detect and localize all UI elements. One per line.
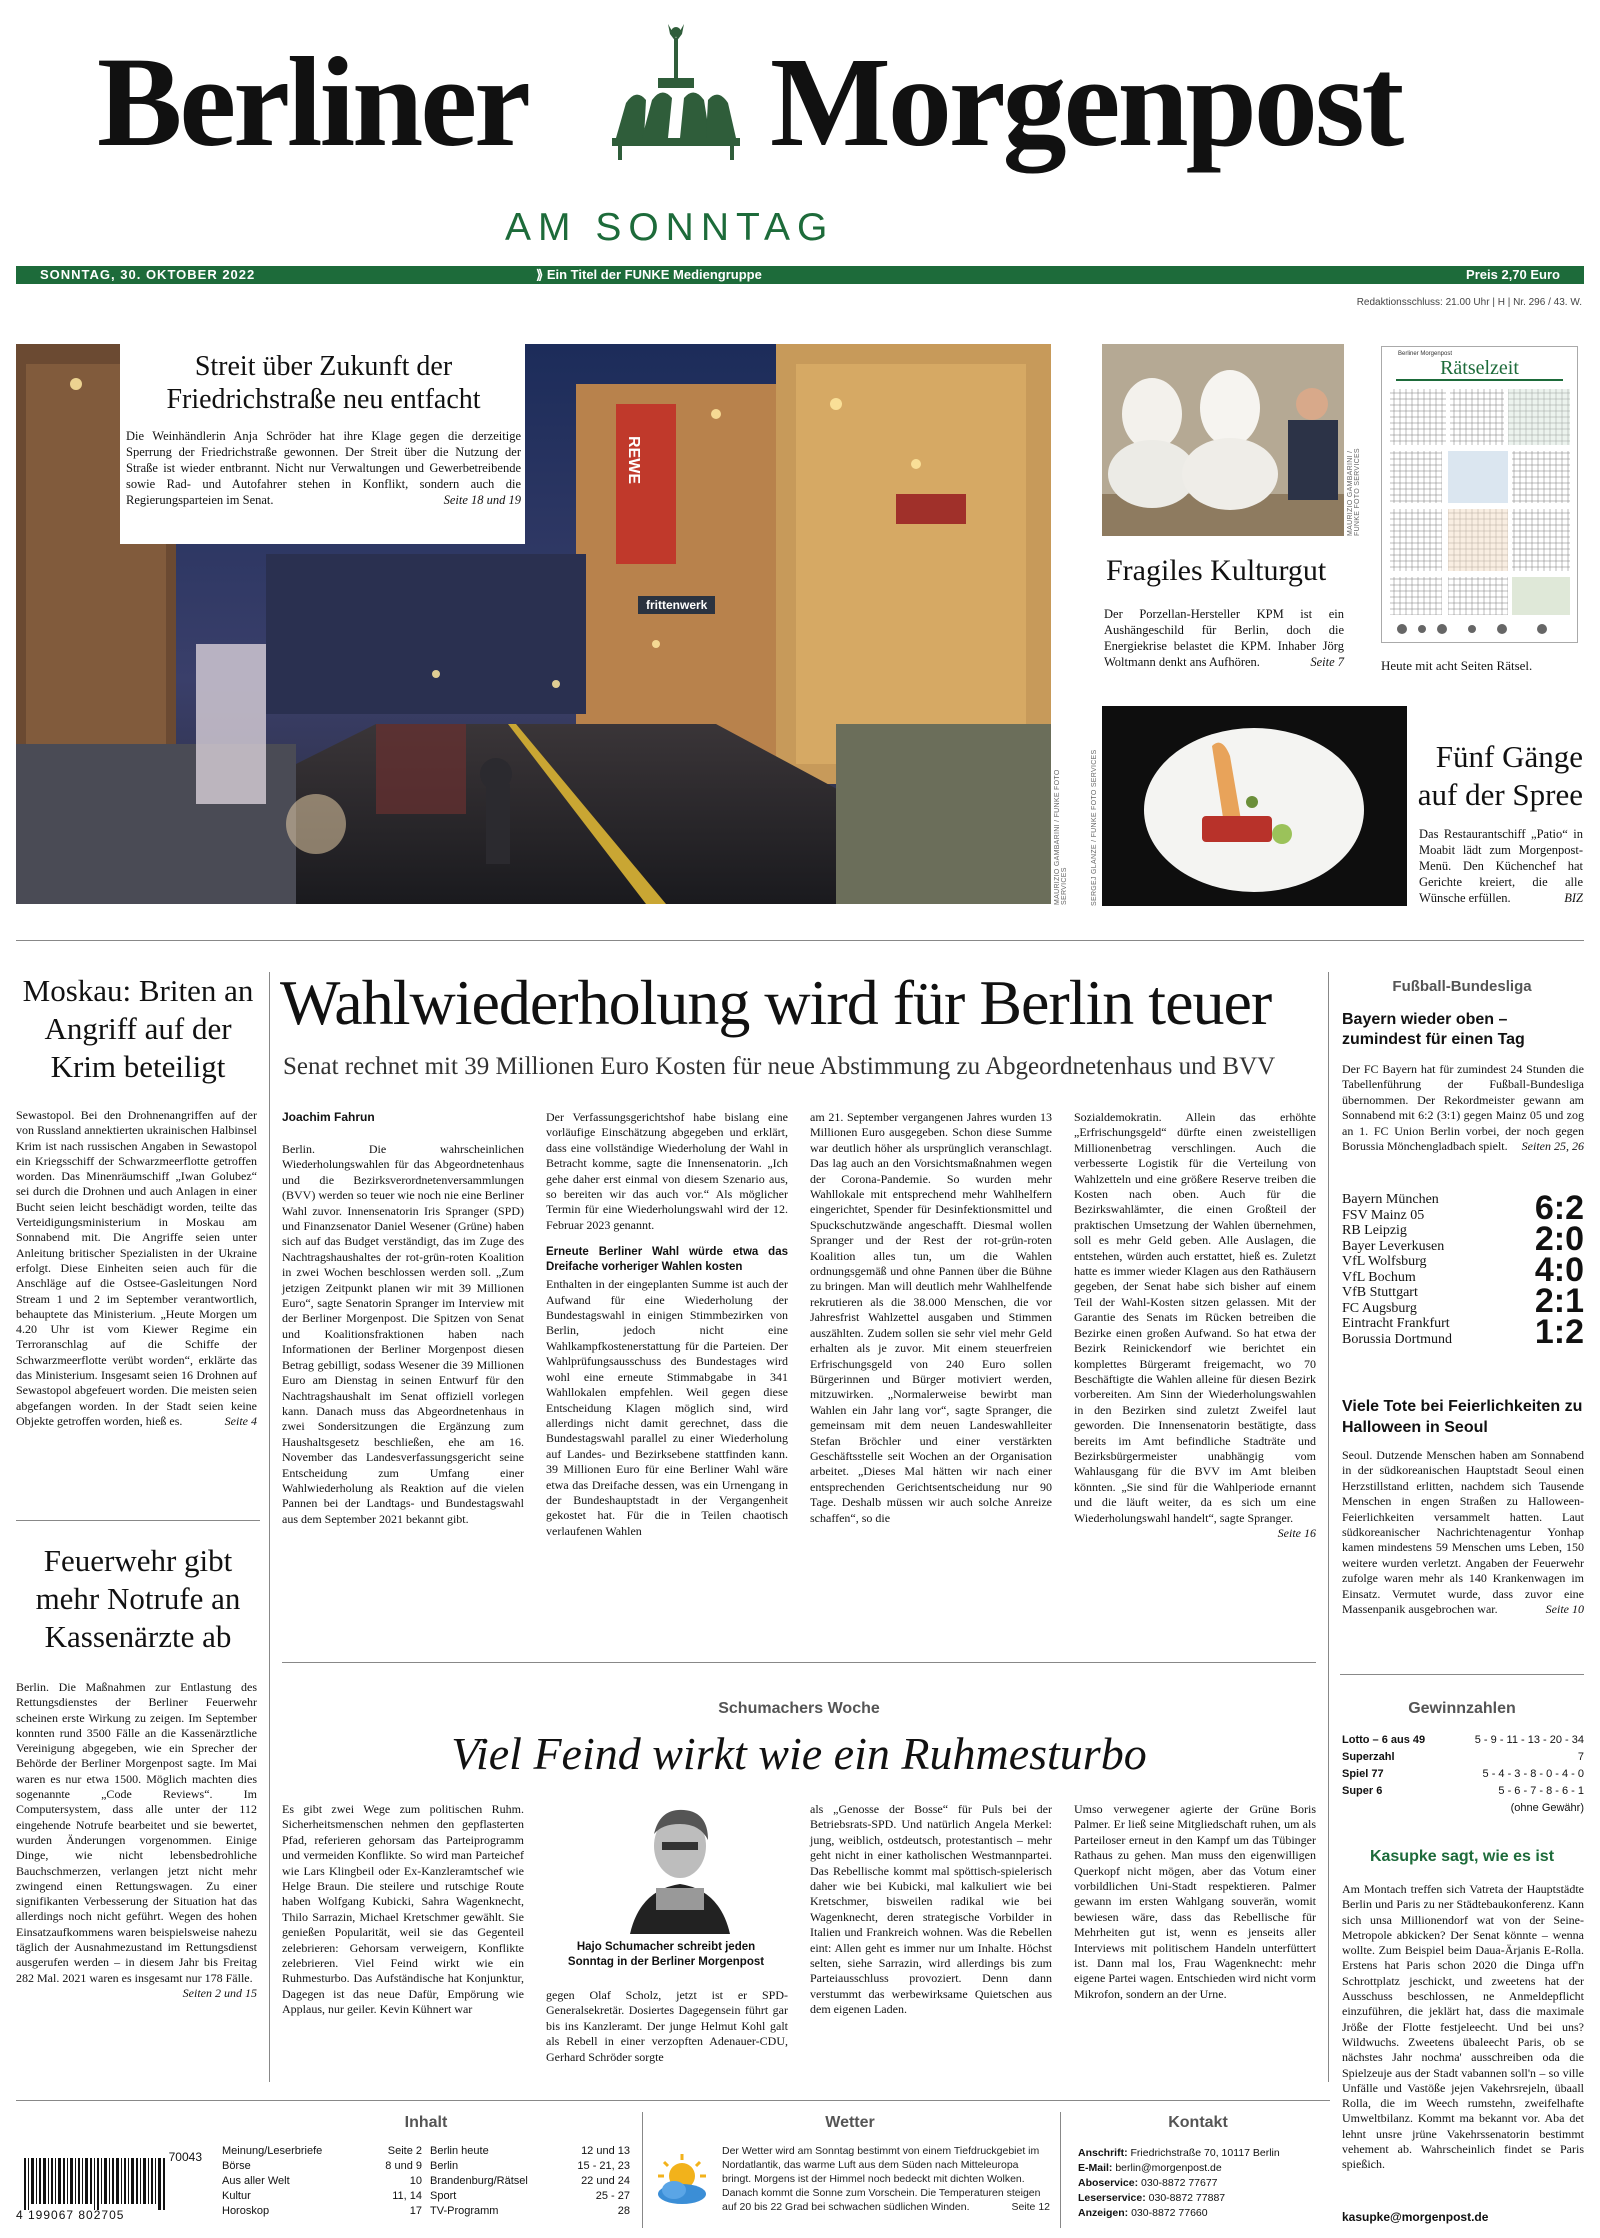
raetsel-caption: Heute mit acht Seiten Rätsel. [1381, 658, 1533, 673]
match-score: 2:0 [1534, 1219, 1584, 1258]
raetsel-teaser[interactable] [1381, 346, 1578, 643]
notrufe-text [16, 1680, 257, 2001]
spree-body: Das Restaurantschiff „Patio“ in Moabit lädt zum Morgenpost-Menü. Den Küchenchef hat Gerichte kreiert, die alle Wünsche erfüllen. [1419, 827, 1583, 905]
schumacher-col3: als „Genosse der Bosse“ für Puls bei der Betriebsrats-SPD. Und natürlich Angela Merkel: jung, weiblich, ostdeutsch, protestantisch – mehr geht nicht in einer katholischen Westmannpartei. Das Rebellische kommt mal spöttisch-spielerisch daher wie bei Kubicki, mal kalkuliert wie bei Kretschmer, bisweilen radikal wie bei Wagenknecht, deren strategische Vorbilder in Italien und Frankreich wohnen. Was die Rebellen eint: Allen geht es immer nur um Inhalte. Höchst selten, siehe Sarrazin, wird allerdings bis zum Parteiausschluss provoziert. Denn dann verstummt das werbewirksame Quietschen aus dem eigenen Laden. [810, 1802, 1052, 2017]
notrufe-body: Berlin. Die Maßnahmen zur Entlastung des Rettungsdienstes der Berliner Feuerwehr scheinen erste Wirkung zu zeigen. Im September konnten rund 3500 Fälle an die Kassenärztliche Vereinigung abgegeben, wie ein Sprecher der Behörde der Berliner Morgenpost sagte. Im Mai waren es nur etwa 1500. Möglich machten dies sogenannte „Code Reviews“. Im Computersystem, dass alle unter der 112 eingehende Notrufe bearbeitet und sie bewertet, wurden Änderungen vorgenommen. Einige Dinge, wie nicht lebensbedrohliche Bauchschmerzen, verlangen jetzt nicht mehr zwingend einen Rettungswagen. Zu einer signifikanten Verbesserung der Situation hat das allerdings noch nicht geführt. Wegen des hohen Einsatzaufkommens waren beispielsweise nahezu täglich der Ausnahmezustand im Rettungsdienst ausgerufen werden – in diesem Jahr bis Freitag 282 Mal. 2021 waren es insgesamt nur 178 Fälle. [16, 1680, 257, 1985]
schumacher-col1: Es gibt zwei Wege zum politischen Ruhm. Sicherheitsmenschen nehmen den gepflasterten Pfad, referieren gehorsam das Parteiprogramm und vermeiden Konflikte. So wird man Parteichef wie Lars Klingbeil oder Ex-Kanzleramtschef wie Helge Braun. Die steilere und rutschige Route haben Wolfgang Kubicki, Sahra Wagenknecht, Thilo Sarrazin, Michael Kretschmer gewählt. Sie genießen Popularität, weil sie das Gegenteil zelebrieren: Gehorsam verweigern, Konflikte zelebrieren. Viel Feind wirkt wie ein Ruhmesturbo. Das Aufständische hat Konjunktur, Dagegen ist das neue Dafür, Empörung wie Applaus, nur geiler. Kevin Kühnert war [282, 1802, 524, 2017]
kontakt-label: Aboservice: [1078, 2177, 1139, 2189]
lotto-label: Spiel 77 [1342, 1768, 1384, 1780]
kasupke-text: Am Montach treffen sich Vatreta der Hauptstädte Berlin und Paris zu ner Städtebaukonferenz. Kann sich unsa Millionendorf wat von der Seine-Metropole abkicken? Der Senat könnte – wenna wollte. Zum Beispiel beim Daua-Ärjanis E-Rolla. Erstens hat Paris schon 2020 die Dinga uff'n Schrottplatz jeschickt, und zweetens hat der Ausschuss beschlossen, ne Anmeldepflicht einzuführen, die jeklärt hat, dass die maximale Jröße der Flotte festjeleecht. Und bei uns? Wildwuchs. Zweetens übaleecht Paris, ob se nächstes Jahr nochma' ausschreiben oda die Spielzeuje aus der Stadt vabannen soll'n – so ville Unfälle und Vastöße jejen Vakehrsrejeln, übaall Rolla, die im Weech rumstehn, zweifelhafte Umweltbilanz. Kommt ma bekannt vor. Aba det lehnt unsre jrüne Vakehrssenatorin bestimmt vehement ab. Wahrscheinlich findet se Paris spießich. [1342, 1882, 1584, 2172]
schumacher-col4: Umso verwegener agierte der Grüne Boris Palmer. Er ließ seine Mitgliedschaft ruhen, um als Parteiloser erneut in den Kampf um das Tübinger Rathaus zu gehen. Man muss den eigenwilligen Querkopf nicht mögen, aber das Votum einer vorbildlichen Uni-Stadt respektieren. Palmer gewann im ersten Wahlgang souverän, womit bewiesen wäre, dass das Rebellische für Mehrheiten gut ist, wenn es jenseits aller Interviews mit politischem Handeln unterfüttert ist. Dann mal los, Frau Wagenknecht: mehr eigene Partei wagen. Entschieden wird nicht vorm Mikrofon, sondern an der Urne. [1074, 1802, 1316, 2001]
barcode-bottom-number: 4 199067 802705 [16, 2208, 125, 2222]
home-team: Bayern München [1342, 1191, 1439, 1207]
lotto-note: (ohne Gewähr) [1510, 1802, 1584, 1814]
inhalt-label: Horoskop [222, 2205, 270, 2217]
krim-text [16, 1108, 257, 1429]
away-team: FC Augsburg [1342, 1300, 1417, 1316]
inhalt-label: Sport [430, 2190, 457, 2202]
bundesliga-body: Der FC Bayern hat für zumindest 24 Stunden die Tabellenführung der Fußball-Bundesliga übernommen. Der Rekordmeister gewann am Sonnabend mit 6:2 (3:1) gegen Mainz 05 und zog an 1. FC Union Berlin vorbei, der noch gegen Borussia Mönchengladbach spielt. [1342, 1062, 1584, 1154]
footer-rule-1 [642, 2112, 643, 2228]
spree-headline: Fünf Gänge auf der Spree [1417, 739, 1583, 812]
photo-credit-spree: SERGEJ GLANZE / FUNKE FOTO SERVICES [1091, 749, 1098, 906]
inhalt-item [430, 2189, 630, 2204]
kontakt-value: 030-8872 77887 [1148, 2192, 1226, 2204]
lotto-label: Super 6 [1342, 1785, 1383, 1797]
deadline-info: Redaktionsschluss: 21.00 Uhr | H | Nr. 296 / 43. W. [1356, 297, 1582, 308]
gewinnzahlen-table [1342, 1732, 1584, 1817]
krim-body: Sewastopol. Bei den Drohnenangriffen auf der von Russland annektierten ukrainischen Halbinsel Krim ist nach russischen Angaben in Sewastopol ein Kriegsschiff der Schwarzmeerflotte getroffen worden. Das Minenräumschiff „Iwan Golubez“ sei durch die Drohnen und auch Anlagen in einer Bucht seien leicht beschädigt worden, teilte das Verteidigungsministerium in Moskau am Sonnabend mit. Die Angriffe seien unter Anleitung britischer Spezialisten in der Ukraine erfolgt. Diese Einheiten seien auch für die Anschläge auf die Ostsee-Gasleitungen Nord Stream 1 und 2 im September verantwortlich, behauptete das Ministerium. „Heute Morgen um 4.20 Uhr ist vom Kiewer Regime ein Terroranschlag auf die Schiffe der Schwarzmeerflotte verübt worden“, erklärte das das Ministerium. Insgesamt seien 16 Drohnen auf Sewastopol abgefeuert worden. Die meisten seien abgefangen worden. In der Stadt seien keine Objekte getroffen worden, hieß es. [16, 1108, 257, 1428]
inhalt-right-list [430, 2144, 630, 2219]
inhalt-label: Kultur [222, 2190, 251, 2202]
inhalt-page: 17 [409, 2205, 422, 2217]
lotto-row [1342, 1749, 1584, 1766]
author-portrait [610, 1794, 750, 1934]
inhalt-page: Seite 2 [387, 2145, 422, 2157]
away-team: FSV Mainz 05 [1342, 1207, 1425, 1223]
kontakt-row [1078, 2146, 1328, 2161]
section-divider-top [16, 940, 1584, 941]
lead-col3: am 21. September vergangenen Jahres wurden 13 Millionen Euro ausgegeben. Schon diese Summe war deutlich höher als ursprünglich veranschlagt. Das lag auch an den Vorsichtsmaßnahmen wegen der Corona-Pandemie. So wurden mehr Wahllokale mit entsprechend mehr Wahlhelfern eingerichtet, Spender für Desinfektionsmittel und Spuckschutzwände angeschafft. Diesmal wollen Spranger und der Rest der rot-grün-roten Koalition alles tun, um die Wahlen ordnungsgemäß und ohne Pannen über die Bühne zu bringen. Man will deutlich mehr Wahlhelfende rekrutieren als die 38.000 Menschen, die vor Jahresfrist Wahlzettel ausgaben und Stimmen auszählten. Zudem sollen sie sehr viel mehr Geld erhalten als je zuvor. Mit einem steuerfreien Erfrischungsgeld von 240 Euro sollen Bürgerinnen und Bürger motiviert werden, mitzuwirken. „Normalerweise bewirbt man Wahlen ein Jahr lang vor“, sagte Spranger, die gemeinsam mit dem neuen Landeswahlleiter Stefan Bröchler und einer verstärkten Geschäftsstelle seit Wochen an der Organisation arbeitet. „Dieses Mal hätten wir nach einer entsprechenden Gerichtsentscheidung nur 90 Tage. Deshalb müssen wir auch solche Anreize schaffen“, so die [810, 1110, 1052, 1525]
home-team: VfL Wolfsburg [1342, 1253, 1427, 1269]
quadriga-logo [596, 18, 756, 168]
bundesliga-text [1342, 1062, 1584, 1154]
kontakt-row [1078, 2161, 1328, 2176]
issue-date: SONNTAG, 30. OKTOBER 2022 [40, 267, 256, 282]
away-team: VfL Bochum [1342, 1269, 1416, 1285]
inhalt-label: Börse [222, 2160, 251, 2172]
inhalt-item [430, 2174, 630, 2189]
kontakt-title: Kontakt [1168, 2114, 1228, 2131]
shop-sign-frittenwerk: frittenwerk [638, 596, 715, 614]
kontakt-value: Friedrichstraße 70, 10117 Berlin [1130, 2147, 1280, 2159]
bundesliga-kicker: Fußball-Bundesliga [1392, 978, 1532, 995]
kontakt-label: E-Mail: [1078, 2162, 1113, 2174]
lotto-label: Lotto – 6 aus 49 [1342, 1734, 1426, 1746]
kontakt-value: 030-8872 77660 [1131, 2207, 1208, 2219]
inhalt-page: 25 - 27 [595, 2190, 630, 2202]
spree-text [1419, 826, 1583, 906]
inhalt-label: Brandenburg/Rätsel [430, 2175, 528, 2187]
lead-page-ref: Seite 16 [1277, 1525, 1316, 1540]
kasupke-email[interactable]: kasupke@morgenpost.de [1342, 2210, 1489, 2224]
home-team: Eintracht Frankfurt [1342, 1315, 1450, 1331]
krim-page-ref: Seite 4 [224, 1413, 257, 1428]
inhalt-left-list [222, 2144, 422, 2219]
photo-credit-friedrichstrasse: MAURIZIO GAMBARINI / FUNKE FOTO SERVICES [1054, 769, 1068, 905]
masthead-subtitle: AM SONNTAG [505, 206, 835, 249]
kpm-photo [1102, 344, 1344, 536]
notrufe-headline: Feuerwehr gibt mehr Notrufe an Kassenärzte ab [35, 1543, 241, 1654]
inhalt-label: Meinung/Leserbriefe [222, 2145, 323, 2157]
kontakt-row [1078, 2191, 1328, 2206]
footer-divider [16, 2100, 1330, 2101]
inhalt-item [430, 2159, 630, 2174]
seoul-body: Seoul. Dutzende Menschen haben am Sonnabend in der südkoreanischen Hauptstadt Seoul einen Herzstillstand erlitten, nachdem sich Tausende Menschen in engen Straßen zu Halloween-Feierlichkeiten versammelt hatten. Laut südkoreanischer Nachrichtenagentur Yonhap kamen mindestens 59 Menschen ums Leben, 150 weitere wurden verletzt. Angaben der Feuerwehr zufolge waren mehr als 140 Krankenwagen im Einsatz. Vermutet wurde, dass zuvor eine Massenpanik ausgebrochen war. [1342, 1448, 1584, 1617]
left-column-rule [269, 972, 270, 2082]
shop-sign-rewe: REWE [625, 436, 642, 484]
lotto-divider [1340, 1674, 1584, 1675]
publisher-line: ⟫ Ein Titel der FUNKE Mediengruppe [536, 267, 762, 282]
inhalt-page: 22 und 24 [581, 2175, 630, 2187]
match-score: 1:2 [1534, 1312, 1584, 1351]
lead-col2 [546, 1110, 788, 1539]
schumacher-divider [282, 1662, 1316, 1663]
kontakt-email[interactable]: berlin@morgenpost.de [1115, 2162, 1222, 2174]
inhalt-page: 28 [617, 2205, 630, 2217]
schumacher-headline: Viel Feind wirkt wie ein Ruhmesturbo [451, 1728, 1147, 1779]
lead-col2-text-a: Der Verfassungsgerichtshof habe bislang eine vorläufige Einschätzung abgegeben und erklärt, dass eine vollständige Wiederholung der Wahl in Betracht komme, sagte die Innensenatorin. „Ich gehe daher erst einmal von diesem Szenario aus, so bereiten wir das auch vor.“ Als möglicher Termin für eine Wiederholungswahl wird der 12. Februar 2023 genannt. [546, 1110, 788, 1232]
inhalt-page: 8 und 9 [385, 2160, 422, 2172]
inhalt-label: Berlin heute [430, 2145, 489, 2157]
kpm-headline: Fragiles Kulturgut [1106, 554, 1327, 587]
inhalt-item [222, 2144, 422, 2159]
schumacher-kicker: Schumachers Woche [718, 1700, 880, 1717]
inhalt-title: Inhalt [404, 2114, 448, 2131]
away-team: Bayer Leverkusen [1342, 1238, 1445, 1254]
inhalt-item [430, 2204, 630, 2219]
inhalt-item [430, 2144, 630, 2159]
wetter-title: Wetter [825, 2114, 875, 2131]
barcode-top-number: 70043 [168, 2150, 202, 2164]
krim-headline: Moskau: Briten an Angriff auf der Krim beteiligt [22, 973, 254, 1084]
home-team: VfB Stuttgart [1342, 1284, 1418, 1300]
match-row [1342, 1312, 1584, 1351]
seoul-page-ref: Seite 10 [1545, 1602, 1584, 1617]
inhalt-page: 11, 14 [392, 2190, 422, 2202]
masthead-title-right: Morgenpost [770, 31, 1402, 173]
kontakt-value: 030-8872 77677 [1141, 2177, 1218, 2189]
wetter-text [722, 2144, 1050, 2214]
photo-credit-kpm: MAURIZIO GAMBARINI / FUNKE FOTO SERVICES [1347, 448, 1361, 536]
inhalt-label: Aus aller Welt [222, 2175, 290, 2187]
lotto-value: 7 [1577, 1751, 1584, 1763]
away-team: Borussia Dortmund [1342, 1331, 1453, 1347]
bundesliga-results [1342, 1188, 1584, 1351]
kontakt-label: Anschrift: [1078, 2147, 1128, 2159]
kpm-body: Der Porzellan-Hersteller KPM ist ein Aushängeschild für Berlin, doch die Energiekrise belastet die KPM. Inhaber Jörg Woltmann denkt ans Aufhören. [1104, 607, 1344, 669]
inhalt-item [222, 2189, 422, 2204]
footer-rule-2 [1060, 2112, 1061, 2228]
kasupke-headline: Kasupke sagt, wie es ist [1369, 1848, 1555, 1865]
lead-col1: Berlin. Die wahrscheinlichen Wiederholungswahlen für das Abgeordnetenhaus und die Bezirksverordnetenversammlungen (BVV) werden so teuer wie noch nie eine Berliner Wahl zuvor. Innensenatorin Iris Spranger (SPD) und Finanzsenator Daniel Wesener (Grüne) haben sich auf das Budget verständigt, das im Zuge des Nachtragshaushaltes der rot-grün-roten Koalition in zwei Wochen beschlossen werden soll. „Zum jetzigen Zeitpunkt planen wir mit 39 Millionen Euro“, sagte Senatorin Spranger im Interview mit der Berliner Morgenpost. Die Spitzen von Senat und Koalitionsfraktionen haben nach Informationen der Berliner Morgenpost diesen Betrag gebilligt, sodass Wesener die 39 Millionen Euro am Dienstag in seinen Entwurf für den Nachtragshaushalt im Senat offiziell vorlegen kann. Danach muss das Abgeordnetenhaus in zwei Sondersitzungen die Ergänzung zum Haushaltsgesetz beschließen, ehe am 16. November das Landesverfassungsgericht seine Entscheidung zum Umfang einer Wahlwiederholung als Reaktion auf die vielen Pannen bei der Landtags- und Bundestagswahl aus dem September 2021 bekannt gibt. [282, 1142, 524, 1526]
kontakt-row [1078, 2206, 1328, 2221]
raetsel-kicker: Berliner Morgenpost [1398, 351, 1453, 357]
match-score: 2:1 [1534, 1281, 1584, 1320]
inhalt-label: Berlin [430, 2160, 459, 2172]
wetter-body: Der Wetter wird am Sonntag bestimmt von einem Tiefdruckgebiet im Nordatlantik, das warme Luft aus dem Süden nach Mitteleuropa bringt. Morgens ist der Himmel noch bedeckt mit dichten Wolken. Danach kommt die Sonne zum Vorschein. Die Temperaturen steigen auf 20 bis 22 Grad bei schwachen südlichen Winden. [722, 2145, 1041, 2213]
dish-photo [1102, 706, 1407, 906]
sun-cloud-icon [652, 2150, 712, 2210]
friedrichstrasse-teaser [120, 344, 525, 544]
match-score: 6:2 [1534, 1188, 1584, 1227]
lead-subhead: Senat rechnet mit 39 Millionen Euro Kosten für neue Abstimmung zu Abgeordnetenhaus und BVV [283, 1053, 1276, 1080]
match-row [1342, 1188, 1584, 1227]
lotto-value: 5 - 6 - 7 - 8 - 6 - 1 [1498, 1785, 1584, 1797]
left-divider [16, 1520, 260, 1521]
lotto-value: 5 - 4 - 3 - 8 - 0 - 4 - 0 [1482, 1768, 1584, 1780]
seoul-text [1342, 1448, 1584, 1617]
lead-col2-text-b: Enthalten in der eingeplanten Summe ist auch der Aufwand für eine Wiederholung der Bundestagswahl in einigen Stimmbezirken von Berlin, jedoch nicht eine Wahlkampfkostenerstattung für die Parteien. Der Wahlprüfungsausschuss des Bundestages wird wohl eine erneute Stimmabgabe in 341 Wahllokalen empfehlen. Weil gegen diese Entscheidung Klagen möglich sind, wird allerdings nicht damit gerechnet, dass die Bundestagswahl parallel zu einer Wiederholung auf Landes- und Bezirksebene stattfinden kann. 39 Millionen Euro für eine Berliner Wahl wäre etwa das Dreifache dessen, was ein Urnengang in der Bundeshauptstadt in der Vergangenheit gekostet hat. Für die in Teilen chaotisch verlaufenen Wahlen [546, 1277, 788, 1538]
kontakt-label: Anzeigen: [1078, 2207, 1129, 2219]
author-caption: Hajo Schumacher schreibt jeden Sonntag in der Berliner Morgenpost [567, 1941, 765, 1968]
match-score: 4:0 [1534, 1250, 1584, 1289]
lotto-row [1342, 1732, 1584, 1749]
kontakt-label: Leserservice: [1078, 2192, 1146, 2204]
inhalt-page: 12 und 13 [581, 2145, 630, 2157]
spree-page-ref: BIZ [1564, 891, 1583, 905]
friedrichstrasse-text [126, 428, 521, 508]
inhalt-page: 15 - 21, 23 [577, 2160, 630, 2172]
price: Preis 2,70 Euro [1466, 267, 1560, 282]
inhalt-item [222, 2204, 422, 2219]
lotto-row [1342, 1766, 1584, 1783]
wetter-page-ref: Seite 12 [1011, 2201, 1050, 2213]
match-row [1342, 1219, 1584, 1258]
gewinnzahlen-title: Gewinnzahlen [1408, 1700, 1516, 1717]
match-row [1342, 1250, 1584, 1289]
inhalt-item [222, 2174, 422, 2189]
lotto-row [1342, 1783, 1584, 1800]
inhalt-page: 10 [409, 2175, 422, 2187]
bundesliga-headline: Bayern wieder oben – zumindest für einen Tag [1342, 1011, 1525, 1048]
raetsel-title: Rätselzeit [1396, 357, 1563, 381]
kontakt-row [1078, 2176, 1328, 2191]
match-row [1342, 1281, 1584, 1320]
lotto-label: Superzahl [1342, 1751, 1395, 1763]
crossword-grids [1382, 381, 1579, 641]
schumacher-col2: gegen Olaf Scholz, jetzt ist er SPD-Generalsekretär. Dosiertes Dagegensein führt gar bis ins Kanzleramt. Der junge Helmut Kohl galt als Rebell in einer verzopften Adenauer-CDU, Gerhard Schröder sorgte [546, 1988, 788, 2064]
publisher-label: Ein Titel der FUNKE Mediengruppe [546, 267, 762, 282]
right-column-rule [1328, 972, 1329, 2082]
friedrichstrasse-headline: Streit über Zukunft der Friedrichstraße neu entfacht [166, 351, 481, 415]
friedrichstrasse-page-ref: Seite 18 und 19 [443, 493, 521, 507]
notrufe-page-ref: Seiten 2 und 15 [182, 1985, 257, 2000]
lead-col4-body: Sozialdemokratin. Allein das erhöhte „Erfrischungsgeld“ dürfte einen zweistelligen Millionenbetrag verschlingen. Auch die verbesserte Logistik für die Verteilung von Wahlzetteln und eine größere Reserve treiben die Kosten nach oben. Auch für die Bezirkswahlämter, die einen Großteil der praktischen Umsetzung der Wahlen übernehmen, soll es mehr Geld geben. Alle Auslagen, die entstehen, würden auch erstattet, hieß es. Zuletzt hatte es immer wieder Klagen aus den Rathäusern gegeben, der Senat habe sich bisher auf einem Teil der Wahl-Kosten sitzen gelassen. Mit der Garantie des Senats im Rücken betreiben die Bezirke einen großen Aufwand. So hat etwa der Bezirk Reinickendorf wie berichtet ein komplettes Bürgeramt freigemacht, wo 70 Beschäftigte die Wahlen alleine für diesen Bezirk vorbereiten. Am Sinn der Wiederholungswahlen in den Bezirken sind zuletzt Zweifel laut geworden. Die Innensenatorin bestätigte, dass bereits im Amt befindliche Stadträte und Bezirksbürgermeister unabhängig vom Wahlausgang für die BVV im Amt bleiben könnten. „Sie sind für die Wahlperiode ernannt und die läuft weiter, da es sich um eine Wiederholungswahl handelt“, sagte Spranger. [1074, 1110, 1316, 1525]
masthead-title-left: Berliner [97, 31, 528, 173]
kpm-text [1104, 606, 1344, 670]
lead-col2-subhead: Erneute Berliner Wahl würde etwa das Dreifache vorheriger Wahlen kosten [546, 1246, 788, 1274]
seoul-headline: Viele Tote bei Feierlichkeiten zu Halloween in Seoul [1342, 1398, 1583, 1436]
lotto-value: 5 - 9 - 11 - 13 - 20 - 34 [1474, 1734, 1584, 1746]
kpm-page-ref: Seite 7 [1310, 655, 1344, 669]
inhalt-item [222, 2159, 422, 2174]
inhalt-label: TV-Programm [430, 2205, 499, 2217]
lead-headline: Wahlwiederholung wird für Berlin teuer [280, 967, 1272, 1038]
kontakt-list [1078, 2146, 1328, 2221]
home-team: RB Leipzig [1342, 1222, 1407, 1238]
date-bar [16, 266, 1584, 284]
lead-col4 [1074, 1110, 1316, 1541]
friedrichstrasse-body: Die Weinhändlerin Anja Schröder hat ihre Klage gegen die derzeitige Sperrung der Friedrichstraße gewonnen. Der Streit über die Nutzung der Straße ist wieder entbrannt. Nicht nur Verwaltungen und Gewerbetreibende sowie Rad- und Autofahrer stehen in Konflikt, sondern auch die Regierungsparteien im Senat. [126, 429, 521, 507]
lead-author: Joachim Fahrun [282, 1110, 375, 1124]
bundesliga-page-ref: Seiten 25, 26 [1521, 1139, 1584, 1154]
barcode [16, 2150, 206, 2224]
